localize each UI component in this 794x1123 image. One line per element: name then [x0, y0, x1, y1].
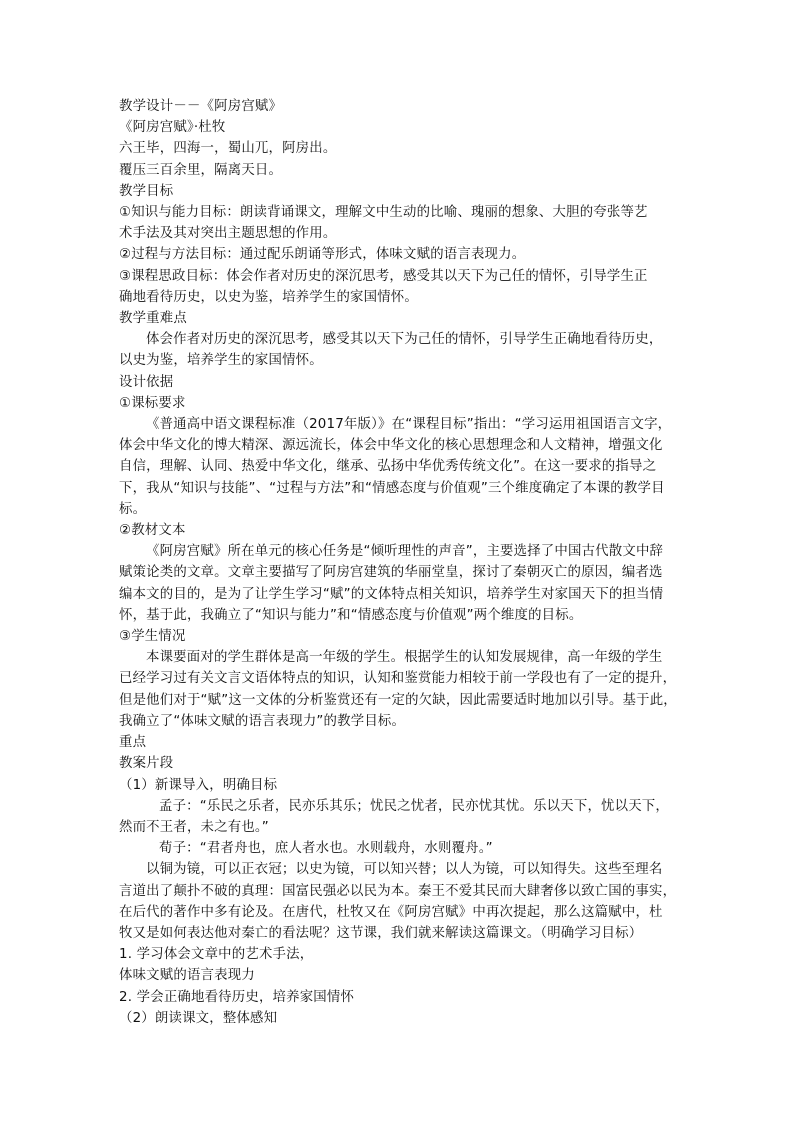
text-line: 已经学习过有关文言文语体特点的知识，认知和鉴赏能力相较于前一学段也有了一定的提升，: [119, 671, 677, 687]
text-line: 赋策论类的文章。文章主要描写了阿房宫建筑的华丽堂皇，探讨了秦朝灭亡的原因，编者选: [119, 565, 663, 581]
text-line: ③学生情况: [119, 629, 186, 645]
text-line: 教学设计－－《阿房宫赋》: [119, 99, 283, 114]
text-line: 自信，理解、认同、热爱中华文化，继承、弘扬中华优秀传统文化”。在这一要求的指导之: [119, 459, 657, 475]
text-line: 以铜为镜，可以正衣冠；以史为镜，可以知兴替；以人为镜，可以知得失。这些至理名: [146, 862, 663, 878]
text-line: 本课要面对的学生群体是高一年级的学生。根据学生的认知发展规律，高一年级的学生: [146, 650, 663, 666]
text-line: 孟子：“乐民之乐者，民亦乐其乐；忧民之忧者，民亦忧其忧。乐以天下，忧以天下，: [159, 798, 669, 814]
text-line: ①知识与能力目标：朗读背诵课文，理解文中生动的比喻、瑰丽的想象、大胆的夸张等艺: [119, 205, 648, 221]
text-line: 以史为鉴，培养学生的家国情怀。: [119, 353, 323, 369]
text-line: 然而不王者，未之有也。”: [119, 819, 269, 835]
text-line: 荀子：“君者舟也，庶人者水也。水则载舟，水则覆舟。”: [159, 841, 493, 857]
document-body: [119, 96, 679, 1029]
text-line: 设计依据: [119, 374, 174, 390]
text-line: ③课程思政目标：体会作者对历史的深沉思考，感受其以天下为己任的情怀，引导学生正: [119, 268, 648, 284]
text-line: 言道出了颠扑不破的真理：国富民强必以民为本。秦王不爱其民而大肆奢侈以致亡国的事实，: [119, 883, 677, 899]
text-line: 在后代的著作中多有论及。在唐代，杜牧又在《阿房宫赋》中再次提起，那么这篇赋中，杜: [119, 904, 663, 920]
text-line: 怀，基于此，我确立了“知识与能力”和“情感态度与价值观”两个维度的目标。: [119, 607, 583, 623]
text-line: 教案片段: [119, 756, 174, 772]
text-line: 牧又是如何表达他对秦亡的看法呢？这节课，我们就来解读这篇课文。（明确学习目标）: [119, 925, 643, 941]
text-line: 确地看待历史，以史为鉴，培养学生的家国情怀。: [119, 289, 418, 305]
text-line: 教学重难点: [119, 311, 187, 327]
text-line: 但是他们对于“赋”这一文体的分析鉴赏还有一定的欠缺，因此需要适时地加以引导。基于此，: [119, 692, 677, 708]
text-line: 《阿房宫赋》·杜牧: [119, 120, 226, 136]
text-line: 术手法及其对突出主题思想的作用。: [119, 226, 337, 242]
text-line: 体会中华文化的博大精深、源远流长，体会中华文化的核心思想理念和人文精神，增强文化: [119, 438, 663, 454]
text-line: ②过程与方法目标：通过配乐朗诵等形式，体味文赋的语言表现力。: [119, 247, 526, 263]
text-line: ①课标要求: [119, 395, 186, 411]
text-line: 2. 学会正确地看待历史，培养家国情怀: [119, 989, 355, 1005]
text-line: （2）朗读课文，整体感知: [119, 1010, 278, 1026]
text-line: 覆压三百余里，隔离天日。: [119, 162, 283, 178]
text-line: 我确立了“体味文赋的语言表现力”的教学目标。: [119, 713, 406, 729]
text-line: 《阿房宫赋》所在单元的核心任务是“倾听理性的声音”，主要选择了中国古代散文中辞: [146, 544, 664, 560]
text-line: 标。: [119, 501, 147, 517]
text-line: 体味文赋的语言表现力: [119, 968, 255, 984]
text-line: 体会作者对历史的深沉思考，感受其以天下为己任的情怀，引导学生正确地看待历史，: [146, 332, 663, 348]
text-line: 编本文的目的，是为了让学生学习“赋”的文体特点相关知识，培养学生对家国天下的担当情: [119, 586, 664, 602]
text-line: 重点: [119, 735, 147, 751]
text-line: 《普通高中语文课程标准（2017年版）》在“课程目标”指出：“学习运用祖国语言文字，: [146, 417, 672, 433]
text-line: 教学目标: [119, 183, 174, 199]
text-line: 六王毕，四海一，蜀山兀，阿房出。: [119, 141, 337, 157]
text-line: 下，我从“知识与技能”、“过程与方法”和“情感态度与价值观”三个维度确定了本课的教学目: [119, 480, 665, 496]
text-line: 1. 学习体会文章中的艺术手法，: [119, 947, 314, 963]
text-line: （1）新课导入，明确目标: [119, 777, 278, 793]
text-line: ②教材文本: [119, 523, 186, 539]
